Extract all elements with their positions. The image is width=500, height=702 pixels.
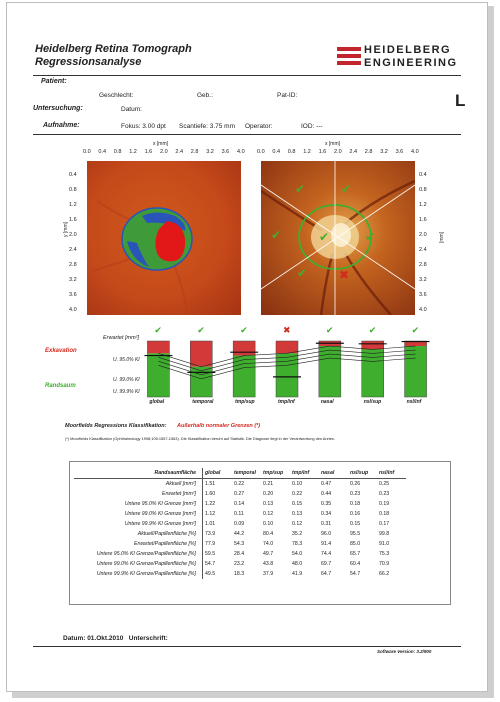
exkavation-bar (190, 341, 212, 367)
check-icon: ✔ (365, 230, 376, 244)
table-cell: 80.4 (263, 531, 274, 537)
right-y-ticks (419, 161, 435, 315)
tick-label: 2.4 (175, 149, 184, 155)
table-cell: Untere 95.0% KI Grenze [mm²] (124, 501, 196, 507)
table-header-cell: nasal (319, 468, 348, 479)
check-icon: ✔ (411, 326, 420, 336)
table-row (74, 529, 406, 539)
table-cell: 91.0 (379, 541, 390, 547)
table-cell: 0.13 (292, 511, 303, 517)
table-row (74, 569, 406, 579)
patient-label: Patient: (41, 78, 67, 85)
table-cell: 74.4 (321, 551, 332, 557)
table-cell: 0.22 (234, 481, 245, 487)
table-cell: 28.4 (234, 551, 245, 557)
check-icon: ✔ (197, 326, 205, 336)
table-cell: 0.25 (379, 481, 390, 487)
sector-label: nsl/inf (406, 399, 422, 405)
table-cell: 44.2 (234, 531, 245, 537)
table-cell: 77.9 (203, 539, 233, 549)
tick-label: 3.6 (69, 291, 77, 298)
table-cell: 0.12 (292, 521, 303, 527)
footer-date-sign (63, 635, 168, 642)
sector-label: global (149, 399, 165, 405)
table-cell: 73.9 (203, 529, 233, 539)
table-cell: 0.14 (234, 501, 245, 507)
footer-divider (33, 646, 461, 647)
table-cell: 96.0 (321, 531, 332, 537)
title-line-1: Heidelberg Retina Tomograph (35, 43, 192, 55)
table-row (74, 509, 406, 519)
table-cell: 0.21 (263, 481, 274, 487)
exkavation-label: Exkavation (45, 348, 77, 354)
table-cell: Erwartet/Papillenfläche [%] (134, 541, 196, 547)
ki99-label: U. 99.0% KI (113, 377, 140, 383)
table-header-cell: tmp/sup (261, 468, 290, 479)
check-icon: ✔ (154, 326, 162, 336)
tick-label: 2.8 (69, 261, 77, 268)
table-row (74, 559, 406, 569)
table-cell: Aktuell/Papillenfläche [%] (137, 531, 196, 537)
table-cell: 99.8 (379, 531, 390, 537)
table-cell: 49.7 (263, 551, 274, 557)
table-cell: 54.3 (234, 541, 245, 547)
table-cell: 69.7 (321, 561, 332, 567)
logo-line-2: ENGINEERING (364, 57, 458, 69)
table-cell: 18.3 (234, 571, 245, 577)
table-header-row (74, 468, 406, 479)
table-cell: 54.0 (292, 551, 303, 557)
tick-label: 0.8 (113, 149, 122, 155)
sector-label: nasal (320, 399, 334, 405)
table-cell: 64.7 (321, 571, 332, 577)
tick-label: 1.6 (144, 149, 153, 155)
check-icon: ✔ (319, 230, 330, 244)
check-icon: ✔ (240, 326, 248, 336)
tick-label: 1.6 (318, 149, 327, 155)
table-header-cell: tmp/inf (290, 468, 319, 479)
table-cell: 0.19 (379, 501, 390, 507)
table-cell: 54.7 (203, 559, 233, 569)
table-cell: 0.12 (263, 511, 274, 517)
table-cell: 0.34 (321, 511, 332, 517)
randsaum-bar (405, 346, 427, 397)
report-page (6, 2, 488, 692)
table-cell: 0.35 (321, 501, 332, 507)
info-divider (33, 134, 461, 135)
tick-label: 3.6 (395, 149, 404, 155)
classification-footnote: (*) Moorfields Klassifikation (Ophthalmology 1998;105:1557-1563). Die Klassifikation beruht auf Statistik. Die Diagnose liegt in der Verantwortung des Arztes. (65, 436, 335, 441)
left-x-ticks (83, 149, 245, 157)
exkavation-bar (276, 341, 298, 353)
table-cell: 95.5 (350, 531, 361, 537)
tick-label: 0.4 (419, 171, 427, 178)
table-cell: 75.3 (379, 551, 390, 557)
tick-label: 2.4 (349, 149, 358, 155)
table-cell: 0.31 (321, 521, 332, 527)
table-cell: 49.5 (203, 569, 233, 579)
randsaum-label: Randsaum (45, 383, 76, 389)
left-x-axis-label: x [mm] (153, 141, 168, 147)
cross-icon: ✖ (339, 268, 350, 282)
tick-label: 0.0 (257, 149, 265, 155)
untersuchung-label: Untersuchung: (33, 105, 83, 112)
table-cell: 0.10 (292, 481, 303, 487)
tick-label: 3.6 (221, 149, 230, 155)
tick-label: 4.0 (419, 306, 427, 313)
tick-label: 1.6 (419, 216, 427, 223)
header-divider (33, 75, 461, 76)
table-cell: 0.16 (350, 511, 361, 517)
tick-label: 2.0 (160, 149, 168, 155)
tick-label: 2.0 (334, 149, 342, 155)
exkavation-bar (362, 341, 384, 349)
tick-label: 2.8 (364, 149, 373, 155)
table-cell: 0.18 (350, 501, 361, 507)
tick-label: 3.2 (380, 149, 388, 155)
scantiefe-value: Scantiefe: 3.75 mm (179, 123, 235, 130)
table-cell: 1.01 (203, 519, 233, 529)
table-row (74, 549, 406, 559)
tick-label: 0.4 (98, 149, 107, 155)
results-table (74, 468, 406, 579)
footer-datum: Datum: 01.Okt.2010 (63, 635, 124, 642)
classification-result: Außerhalb normaler Grenzen (*) (177, 423, 261, 429)
table-row (74, 489, 406, 499)
table-cell: 0.26 (350, 481, 361, 487)
tick-label: 2.4 (69, 246, 77, 253)
table-header-cell: global (203, 468, 233, 479)
tick-label: 2.8 (190, 149, 199, 155)
fokus-value: Fokus: 3.00 dpt (121, 123, 166, 130)
tick-label: 0.4 (69, 171, 77, 178)
geb-label: Geb.: (197, 92, 213, 99)
exkavation-bar (233, 341, 255, 356)
table-cell: 0.15 (292, 501, 303, 507)
table-cell: 35.2 (292, 531, 303, 537)
tick-label: 0.8 (419, 186, 427, 193)
check-icon: ✔ (295, 182, 306, 196)
table-cell: 41.9 (292, 571, 303, 577)
table-cell: Untere 99.0% KI Grenze/Papillenfläche [%] (96, 561, 196, 567)
table-cell: 0.17 (379, 521, 390, 527)
table-cell: 85.0 (350, 541, 361, 547)
tick-label: 2.0 (419, 231, 427, 238)
tick-label: 1.2 (69, 201, 77, 208)
tick-label: 1.2 (129, 149, 137, 155)
datum-label: Datum: (121, 106, 142, 113)
tick-label: 0.8 (69, 186, 77, 193)
sector-label: tmp/sup (235, 399, 255, 405)
tick-label: 4.0 (237, 149, 245, 155)
table-cell: 0.13 (263, 501, 274, 507)
report-title (35, 43, 192, 69)
logo-bar-bottom (337, 61, 361, 65)
table-cell: 0.44 (321, 491, 332, 497)
table-header-cell: nsl/inf (377, 468, 406, 479)
exkavation-bar (147, 341, 169, 353)
table-row (74, 499, 406, 509)
table-cell: 0.11 (234, 511, 244, 517)
tick-label: 2.4 (419, 246, 427, 253)
table-cell: 78.3 (292, 541, 303, 547)
tick-label: 2.8 (419, 261, 427, 268)
table-cell: 0.10 (263, 521, 274, 527)
tick-label: 1.2 (303, 149, 311, 155)
table-cell: 0.18 (379, 511, 390, 517)
table-cell: 59.5 (203, 549, 233, 559)
erwartet-label (103, 335, 139, 341)
check-icon: ✔ (341, 182, 352, 196)
footer-unterschrift: Unterschrift: (128, 635, 168, 642)
table-cell: 60.4 (350, 561, 361, 567)
patid-label: Pat-ID: (277, 92, 298, 99)
cross-icon: ✖ (283, 326, 291, 336)
aufnahme-label: Aufnahme: (43, 122, 80, 129)
table-cell: 1.22 (203, 499, 233, 509)
tick-label: 2.0 (69, 231, 77, 238)
table-cell: 43.8 (263, 561, 274, 567)
results-table-frame (69, 461, 451, 605)
sector-label: temporal (192, 399, 214, 405)
tick-label: 3.2 (69, 276, 77, 283)
table-cell: 91.4 (321, 541, 332, 547)
randsaum-bar (319, 346, 341, 397)
table-cell: 1.60 (203, 489, 233, 499)
table-row (74, 479, 406, 490)
right-x-axis-label: x [mm] (325, 141, 340, 147)
table-cell: 37.9 (263, 571, 274, 577)
tick-label: 1.2 (419, 201, 427, 208)
ki999-label: U. 99.9% KI (113, 389, 140, 395)
iod-value: IOD: --- (301, 123, 323, 130)
table-cell: 65.7 (350, 551, 361, 557)
table-cell: 0.15 (350, 521, 361, 527)
left-y-ticks (69, 161, 85, 315)
tick-label: 3.2 (419, 276, 427, 283)
table-header-cell: Randsaumfläche (74, 468, 203, 479)
software-version: Software Version: 3.2/900 (377, 649, 432, 654)
randsaum-bar (190, 367, 212, 397)
table-cell: 0.47 (321, 481, 332, 487)
logo-bar-middle (337, 54, 361, 58)
table-cell: 70.9 (379, 561, 390, 567)
geschlecht-label: Geschlecht: (99, 92, 134, 99)
check-icon: ✔ (271, 228, 282, 242)
table-cell: 1.12 (203, 509, 233, 519)
logo-line-1: HEIDELBERG (364, 44, 452, 56)
table-row (74, 519, 406, 529)
topography-image (87, 161, 241, 315)
table-cell: Untere 99.9% KI Grenze/Papillenfläche [%] (96, 571, 196, 577)
table-cell: 23.2 (234, 561, 245, 567)
left-y-axis-label: y [mm] (63, 222, 69, 237)
logo-bar-top (337, 47, 361, 51)
tick-label: 3.2 (206, 149, 214, 155)
table-cell: 66.2 (379, 571, 390, 577)
table-cell: Erwartet [mm²] (161, 491, 196, 497)
table-cell: 0.23 (379, 491, 390, 497)
operator-label: Operator: (245, 123, 273, 130)
check-icon: ✔ (368, 326, 377, 336)
regression-bar-chart (137, 321, 437, 411)
table-cell: Aktuell [mm²] (165, 481, 196, 487)
right-y-unit: [mm] (439, 231, 445, 243)
table-header-cell: nsl/sup (348, 468, 377, 479)
tick-label: 1.6 (69, 216, 77, 223)
erwartet-label-text: Erwartet [mm²] (103, 335, 140, 341)
sector-label: tmp/inf (278, 399, 295, 405)
eye-indicator: L (455, 91, 466, 110)
table-cell: 0.22 (292, 491, 303, 497)
tick-label: 0.0 (83, 149, 91, 155)
tick-label: 3.6 (419, 291, 427, 298)
title-line-2: Regressionsanalyse (35, 56, 142, 68)
tick-label: 0.8 (287, 149, 296, 155)
tick-label: 4.0 (411, 149, 419, 155)
sector-label: nsl/sup (363, 399, 382, 405)
sector-labels (137, 399, 437, 407)
table-cell: 1.51 (203, 479, 233, 490)
right-x-ticks (257, 149, 419, 157)
table-cell: 0.27 (234, 491, 245, 497)
classification-label: Moorfields Regressions Klassifikation: (65, 423, 167, 429)
table-cell: 0.23 (350, 491, 361, 497)
table-cell: Untere 99.0% KI Grenze [mm²] (124, 511, 196, 517)
check-icon: ✔ (325, 326, 334, 336)
table-cell: Untere 95.0% KI Grenze/Papillenfläche [%] (96, 551, 196, 557)
table-row (74, 539, 406, 549)
table-cell: Untere 99.9% KI Grenze [mm²] (124, 521, 196, 527)
table-cell: 0.20 (263, 491, 274, 497)
tick-label: 4.0 (69, 306, 77, 313)
table-cell: 54.7 (350, 571, 361, 577)
table-header-cell: temporal (232, 468, 261, 479)
reflectance-image (261, 161, 415, 315)
table-cell: 74.0 (263, 541, 274, 547)
table-cell: 48.0 (292, 561, 303, 567)
tick-label: 0.4 (272, 149, 281, 155)
table-cell: 0.09 (234, 521, 245, 527)
check-icon: ✔ (297, 266, 308, 280)
ki95-label: U. 95.0% KI (113, 357, 140, 363)
